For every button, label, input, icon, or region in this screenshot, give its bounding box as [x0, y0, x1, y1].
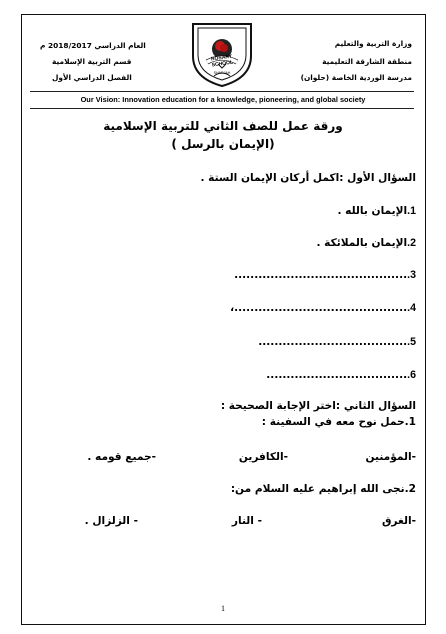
vision-statement: Our Vision: Innovation education for a knowledge, pioneering, and global society [80, 95, 366, 104]
logo-city: SHARJAH [213, 71, 231, 75]
q2-heading: السؤال الثاني :اختر الإجابة الصحيحة : [220, 400, 416, 412]
school-logo [187, 18, 257, 88]
header-ministry: وزارة التربية والتعليم [334, 39, 412, 48]
q1-item-6[interactable]: 6.................................... [266, 369, 416, 381]
q2-sub1-question: 1.حمل نوح معه في السفينة : [261, 416, 416, 428]
q2-sub2-option-3[interactable]: - الزلزال . [84, 515, 138, 527]
page-number: 1 [221, 604, 225, 613]
rose-shield-icon [187, 18, 257, 88]
q2-sub2-option-1[interactable]: -الغرق [381, 515, 416, 527]
q1-item-3[interactable]: 3............................................ [234, 269, 416, 281]
q1-item-1: 1.الإيمان بالله . [337, 205, 416, 217]
vision-divider [30, 108, 414, 109]
q1-item-4[interactable]: 4............................................، [230, 302, 416, 314]
q1-heading: السؤال الأول :اكمل أركان الإيمان الستة . [200, 172, 416, 184]
q1-item-5[interactable]: 5...................................... [258, 336, 416, 348]
q2-sub2-question: 2.نجى الله إبراهيم عليه السلام من: [230, 483, 416, 495]
header-department: قسم التربية الإسلامية [52, 57, 132, 66]
worksheet-title: ورقة عمل للصف الثاني للتربية الإسلامية [103, 119, 343, 133]
page-border [21, 14, 426, 625]
header-year: العام الدراسي 2018/2017 م [40, 41, 146, 50]
q2-sub2-option-2[interactable]: - النار [231, 515, 262, 527]
worksheet-subtitle: (الإيمان بالرسل ) [171, 137, 275, 151]
header-divider [30, 91, 414, 92]
q2-sub1-option-3[interactable]: -جميع قومه . [87, 451, 156, 463]
q1-item-2: 2.الإيمان بالملائكة . [316, 237, 416, 249]
q2-sub1-option-2[interactable]: -الكافرين [238, 451, 288, 463]
logo-text: ROSARY SCHOOL [210, 53, 234, 69]
header-zone: منطقة الشارقة التعليمية [322, 57, 412, 66]
header-school: مدرسة الوردية الخاصة (حلوان) [300, 73, 412, 82]
q2-sub1-option-1[interactable]: -المؤمنين [365, 451, 416, 463]
header-term: الفصل الدراسي الأول [52, 73, 132, 82]
